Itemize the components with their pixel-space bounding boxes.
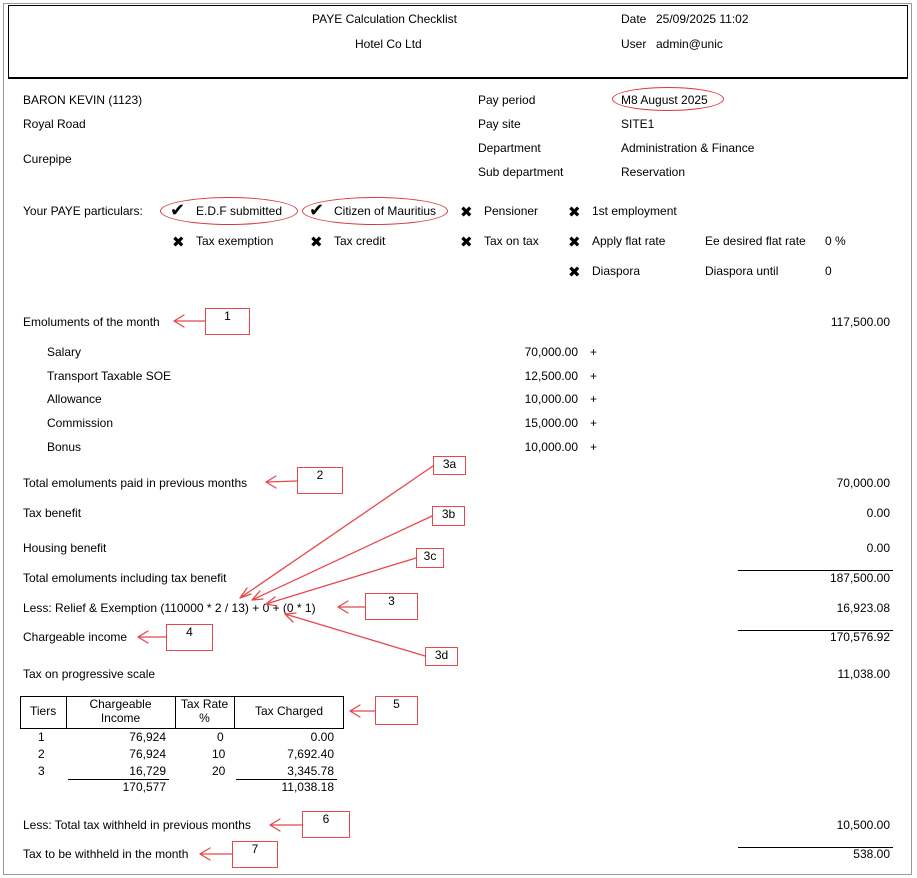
emolument-item-sign: + (590, 345, 598, 359)
emolument-item-label: Allowance (47, 392, 102, 406)
annotation-box-1: 1 (205, 308, 250, 335)
tier-cell: 2 (38, 747, 45, 761)
check-icon: ✔ (309, 200, 325, 220)
relief-value: 16,923.08 (836, 601, 890, 615)
emolument-item-amount: 15,000.00 (524, 416, 578, 430)
tier-income-cell: 16,729 (129, 764, 166, 778)
rate-header-2: % (199, 711, 210, 725)
particular-diaspora: Diaspora (592, 264, 641, 278)
cross-icon: ✖ (310, 234, 323, 251)
annotation-box-3b: 3b (432, 506, 465, 526)
emolument-item-sign: + (590, 369, 598, 383)
chargeable-label: Chargeable income (23, 630, 128, 644)
emolument-item-sign: + (590, 440, 598, 454)
progressive-value: 11,038.00 (837, 667, 890, 681)
cross-icon: ✖ (460, 234, 473, 251)
flat-rate-label: Ee desired flat rate (705, 234, 806, 248)
tier-cell: 3 (38, 764, 45, 778)
tier-cell: 1 (38, 730, 45, 744)
prev-emoluments-label: Total emoluments paid in previous months (23, 476, 248, 490)
particular-citizen: Citizen of Mauritius (334, 204, 437, 218)
department-label: Department (478, 141, 541, 155)
relief-label: Less: Relief & Exemption (110000 * 2 / 13) + 0 + (0 * 1) (23, 601, 316, 615)
document-frame (3, 3, 912, 875)
cross-icon: ✖ (460, 204, 473, 221)
cross-icon: ✖ (568, 264, 581, 281)
emoluments-total: 117,500.00 (830, 315, 890, 329)
pay-period-label: Pay period (478, 93, 536, 107)
tax-benefit-value: 0.00 (866, 506, 890, 520)
emoluments-label: Emoluments of the month (23, 315, 160, 329)
annotation-box-3: 3 (365, 593, 418, 620)
emolument-item-label: Bonus (47, 440, 82, 454)
tier-rate-cell: 20 (212, 764, 226, 778)
emolument-item-sign: + (590, 416, 598, 430)
report-title: PAYE Calculation Checklist (312, 12, 457, 26)
emolument-item-amount: 70,000.00 (524, 345, 578, 359)
housing-benefit-label: Housing benefit (23, 541, 107, 555)
annotation-box-4: 4 (166, 624, 213, 651)
check-icon: ✔ (170, 200, 186, 220)
particular-pensioner: Pensioner (484, 204, 539, 218)
emolument-item-label: Salary (47, 345, 82, 359)
employee-address-1: Royal Road (23, 117, 86, 131)
particular-1st-employment: 1st employment (592, 204, 677, 218)
tier-total-income: 170,577 (122, 780, 166, 794)
pay-site-label: Pay site (478, 117, 521, 131)
sub-department-label: Sub department (478, 165, 564, 179)
date-label: Date (621, 12, 647, 26)
particular-edf: E.D.F submitted (196, 204, 283, 218)
annotation-box-6: 6 (302, 811, 350, 838)
income-header-2: Income (100, 711, 141, 725)
annotation-box-3c: 3c (416, 548, 444, 568)
paye-particulars-label: Your PAYE particulars: (23, 204, 143, 218)
tier-total-charged: 11,038.18 (281, 780, 334, 794)
emolument-item-amount: 10,000.00 (524, 440, 578, 454)
diaspora-until-value: 0 (825, 264, 832, 278)
to-withhold-value: 538.00 (853, 847, 890, 861)
chargeable-value: 170,576.92 (829, 630, 890, 644)
user-label: User (621, 37, 647, 51)
emolument-item-label: Transport Taxable SOE (47, 369, 172, 383)
employee-name: BARON KEVIN (1123) (23, 93, 143, 107)
tier-charged-cell: 3,345.78 (287, 764, 334, 778)
charged-header: Tax Charged (254, 704, 324, 718)
citizen-highlight (302, 197, 448, 225)
flat-rate-value: 0 % (825, 234, 846, 248)
particular-tax-exemption: Tax exemption (196, 234, 274, 248)
department-value: Administration & Finance (621, 141, 755, 155)
tier-charged-cell: 0.00 (310, 730, 334, 744)
cross-icon: ✖ (172, 234, 185, 251)
housing-benefit-value: 0.00 (866, 541, 890, 555)
progressive-label: Tax on progressive scale (23, 667, 156, 681)
company-name: Hotel Co Ltd (355, 37, 422, 51)
tax-benefit-label: Tax benefit (23, 506, 82, 520)
withheld-prev-value: 10,500.00 (836, 818, 890, 832)
user-value: admin@unic (656, 37, 723, 51)
tier-income-cell: 76,924 (129, 747, 166, 761)
employee-address-2: Curepipe (23, 152, 72, 166)
particular-apply-flat-rate: Apply flat rate (592, 234, 666, 248)
tier-charged-cell: 7,692.40 (287, 747, 334, 761)
to-withhold-label: Tax to be withheld in the month (23, 847, 189, 861)
pay-period-value: M8 August 2025 (621, 93, 708, 107)
annotation-box-5: 5 (375, 696, 418, 725)
annotation-box-7: 7 (232, 841, 278, 868)
sub-department-value: Reservation (621, 165, 686, 179)
rate-header-1: Tax Rate (180, 697, 229, 711)
particular-tax-credit: Tax credit (334, 234, 386, 248)
emolument-item-amount: 12,500.00 (524, 369, 578, 383)
tier-rate-cell: 0 (217, 730, 224, 744)
date-value: 25/09/2025 11:02 (656, 12, 749, 26)
annotation-box-2: 2 (297, 467, 343, 494)
tier-rate-cell: 10 (212, 747, 226, 761)
withheld-prev-label: Less: Total tax withheld in previous months (23, 818, 251, 832)
report-header (8, 5, 908, 79)
annotation-box-3d: 3d (425, 647, 458, 666)
total-incl-label: Total emoluments including tax benefit (23, 571, 227, 585)
tier-income-cell: 76,924 (129, 730, 166, 744)
particular-tax-on-tax: Tax on tax (484, 234, 539, 248)
income-header-1: Chargeable (89, 697, 152, 711)
tiers-header: Tiers (30, 704, 57, 718)
prev-emoluments-value: 70,000.00 (836, 476, 890, 490)
cross-icon: ✖ (568, 234, 581, 251)
edf-highlight (160, 197, 298, 225)
cross-icon: ✖ (568, 204, 581, 221)
pay-site-value: SITE1 (621, 117, 655, 131)
emolument-item-amount: 10,000.00 (524, 392, 578, 406)
annotation-box-3a: 3a (433, 456, 466, 475)
emolument-item-label: Commission (47, 416, 114, 430)
pay-period-highlight (612, 87, 724, 111)
emolument-item-sign: + (590, 392, 598, 406)
total-incl-value: 187,500.00 (829, 571, 890, 585)
diaspora-until-label: Diaspora until (705, 264, 779, 278)
